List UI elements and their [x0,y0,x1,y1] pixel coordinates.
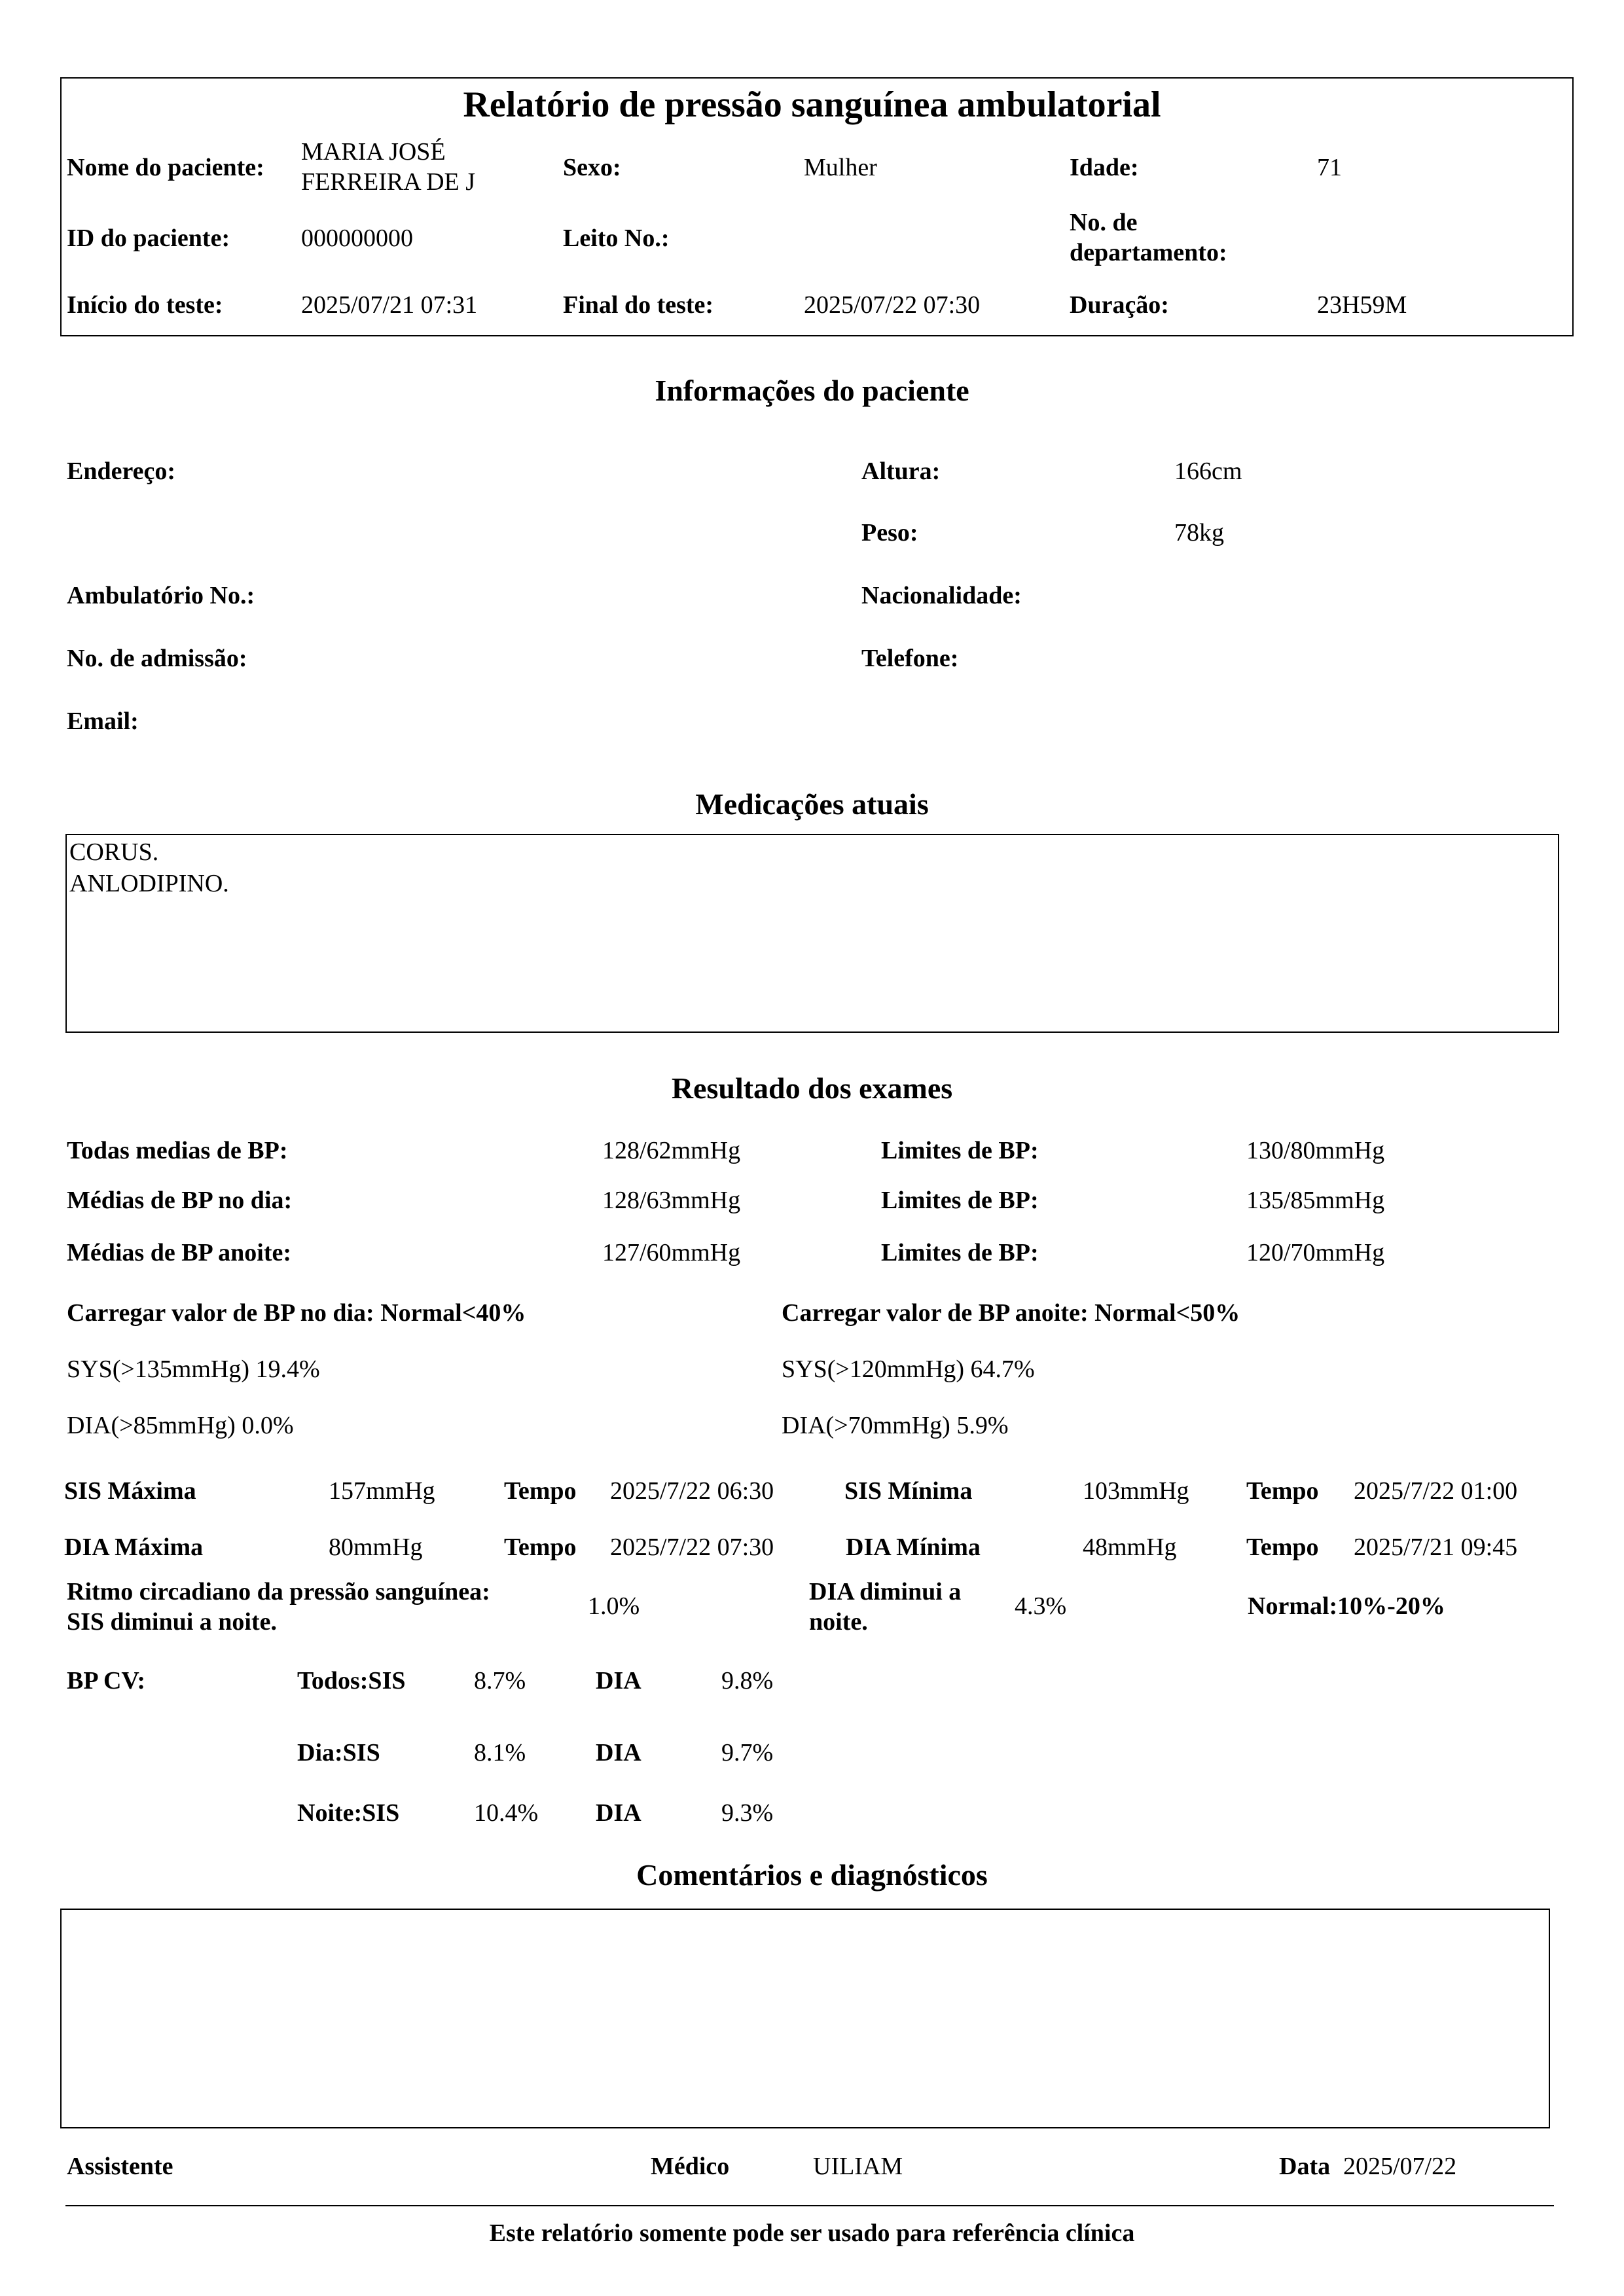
cv-all-sis: 8.7% [474,1667,526,1695]
patient-id-label: ID do paciente: [67,224,230,252]
email-label: Email: [67,708,139,735]
patient-name-label: Nome do paciente: [67,154,264,181]
sis-max-time-label: Tempo [504,1477,577,1505]
cv-all-dia: 9.8% [721,1667,774,1695]
cv-night-sis: 10.4% [474,1799,539,1827]
sis-min-value: 103mmHg [1083,1477,1189,1505]
day-limit-label: Limites de BP: [881,1187,1039,1214]
dia-min-time-label: Tempo [1246,1534,1319,1561]
cv-day-dia: 9.7% [721,1739,774,1767]
load-day-dia: DIA(>85mmHg) 0.0% [67,1412,294,1439]
patient-name-line2: FERREIRA DE J [301,168,476,196]
night-limit-label: Limites de BP: [881,1239,1039,1266]
dia-min-value: 48mmHg [1083,1534,1177,1561]
height-value: 166cm [1174,457,1242,485]
age-value: 71 [1317,154,1342,181]
cv-night-dia-label: DIA [596,1799,641,1827]
medication-2: ANLODIPINO. [69,870,229,897]
start-label: Início do teste: [67,291,223,319]
cv-night-label: Noite:SIS [297,1799,400,1827]
circadian-label-line2: SIS diminui a noite. [67,1608,277,1636]
address-label: Endereço: [67,457,176,485]
dia-drop-value: 4.3% [1015,1592,1067,1620]
comments-box[interactable] [60,1909,1550,2128]
cv-day-dia-label: DIA [596,1739,641,1767]
load-day-title: Carregar valor de BP no dia: Normal<40% [67,1299,526,1327]
dia-min-time: 2025/7/21 09:45 [1354,1534,1518,1561]
cv-day-sis: 8.1% [474,1739,526,1767]
load-night-dia: DIA(>70mmHg) 5.9% [782,1412,1009,1439]
day-avg-value: 128/63mmHg [602,1187,741,1214]
medications-box [65,834,1559,1033]
load-day-sys: SYS(>135mmHg) 19.4% [67,1355,320,1383]
sex-value: Mulher [804,154,877,181]
bed-label: Leito No.: [563,224,670,252]
dia-drop-label-line2: noite. [809,1608,868,1636]
all-avg-label: Todas medias de BP: [67,1137,288,1164]
all-avg-value: 128/62mmHg [602,1137,741,1164]
normal-range: Normal:10%-20% [1248,1592,1445,1620]
phone-label: Telefone: [861,645,959,672]
cv-night-dia: 9.3% [721,1799,774,1827]
dia-max-time: 2025/7/22 07:30 [610,1534,774,1561]
all-limit-label: Limites de BP: [881,1137,1039,1164]
doctor-value: UILIAM [813,2153,903,2180]
cv-all-dia-label: DIA [596,1667,641,1695]
end-label: Final do teste: [563,291,714,319]
load-night-title: Carregar valor de BP anoite: Normal<50% [782,1299,1240,1327]
height-label: Altura: [861,457,941,485]
medication-1: CORUS. [69,838,159,866]
report-title: Relatório de pressão sanguínea ambulatorial [463,84,1161,125]
date-value: 2025/07/22 [1343,2153,1457,2180]
duration-value: 23H59M [1317,291,1407,319]
all-limit-value: 130/80mmHg [1246,1137,1385,1164]
comments-text [62,1910,1549,1920]
medications-title: Medicações atuais [695,787,929,821]
day-limit-value: 135/85mmHg [1246,1187,1385,1214]
circadian-sis-value: 1.0% [588,1592,640,1620]
weight-value: 78kg [1174,519,1224,547]
patient-id-value: 000000000 [301,224,413,252]
dia-max-time-label: Tempo [504,1534,577,1561]
patient-name-line1: MARIA JOSÉ [301,138,446,166]
sex-label: Sexo: [563,154,621,181]
comments-title: Comentários e diagnósticos [636,1858,988,1892]
cv-day-label: Dia:SIS [297,1739,380,1767]
sis-min-label: SIS Mínima [844,1477,973,1505]
patient-info-title: Informações do paciente [655,374,969,407]
sis-max-label: SIS Máxima [64,1477,196,1505]
age-label: Idade: [1070,154,1139,181]
assistant-label: Assistente [67,2153,173,2180]
dia-max-value: 80mmHg [329,1534,423,1561]
start-value: 2025/07/21 07:31 [301,291,478,319]
circadian-label-line1: Ritmo circadiano da pressão sanguínea: [67,1578,490,1605]
dia-drop-label-line1: DIA diminui a [809,1578,962,1605]
load-night-sys: SYS(>120mmHg) 64.7% [782,1355,1035,1383]
sis-max-time: 2025/7/22 06:30 [610,1477,774,1505]
cv-all-label: Todos:SIS [297,1667,406,1695]
dept-label-line2: departamento: [1070,239,1227,266]
date-label: Data [1279,2153,1331,2180]
footer-divider [65,2205,1554,2206]
night-avg-value: 127/60mmHg [602,1239,741,1266]
night-limit-value: 120/70mmHg [1246,1239,1385,1266]
dia-min-label: DIA Mínima [846,1534,981,1561]
disclaimer: Este relatório somente pode ser usado para referência clínica [489,2219,1135,2247]
doctor-label: Médico [651,2153,730,2180]
duration-label: Duração: [1070,291,1169,319]
end-value: 2025/07/22 07:30 [804,291,981,319]
night-avg-label: Médias de BP anoite: [67,1239,292,1266]
sis-min-time: 2025/7/22 01:00 [1354,1477,1518,1505]
sis-max-value: 157mmHg [329,1477,435,1505]
dia-max-label: DIA Máxima [64,1534,204,1561]
results-title: Resultado dos exames [671,1071,953,1105]
outpatient-label: Ambulatório No.: [67,582,255,609]
admission-label: No. de admissão: [67,645,247,672]
nationality-label: Nacionalidade: [861,582,1022,609]
day-avg-label: Médias de BP no dia: [67,1187,293,1214]
sis-min-time-label: Tempo [1246,1477,1319,1505]
weight-label: Peso: [861,519,918,547]
cv-label: BP CV: [67,1667,146,1695]
dept-label-line1: No. de [1070,209,1138,236]
